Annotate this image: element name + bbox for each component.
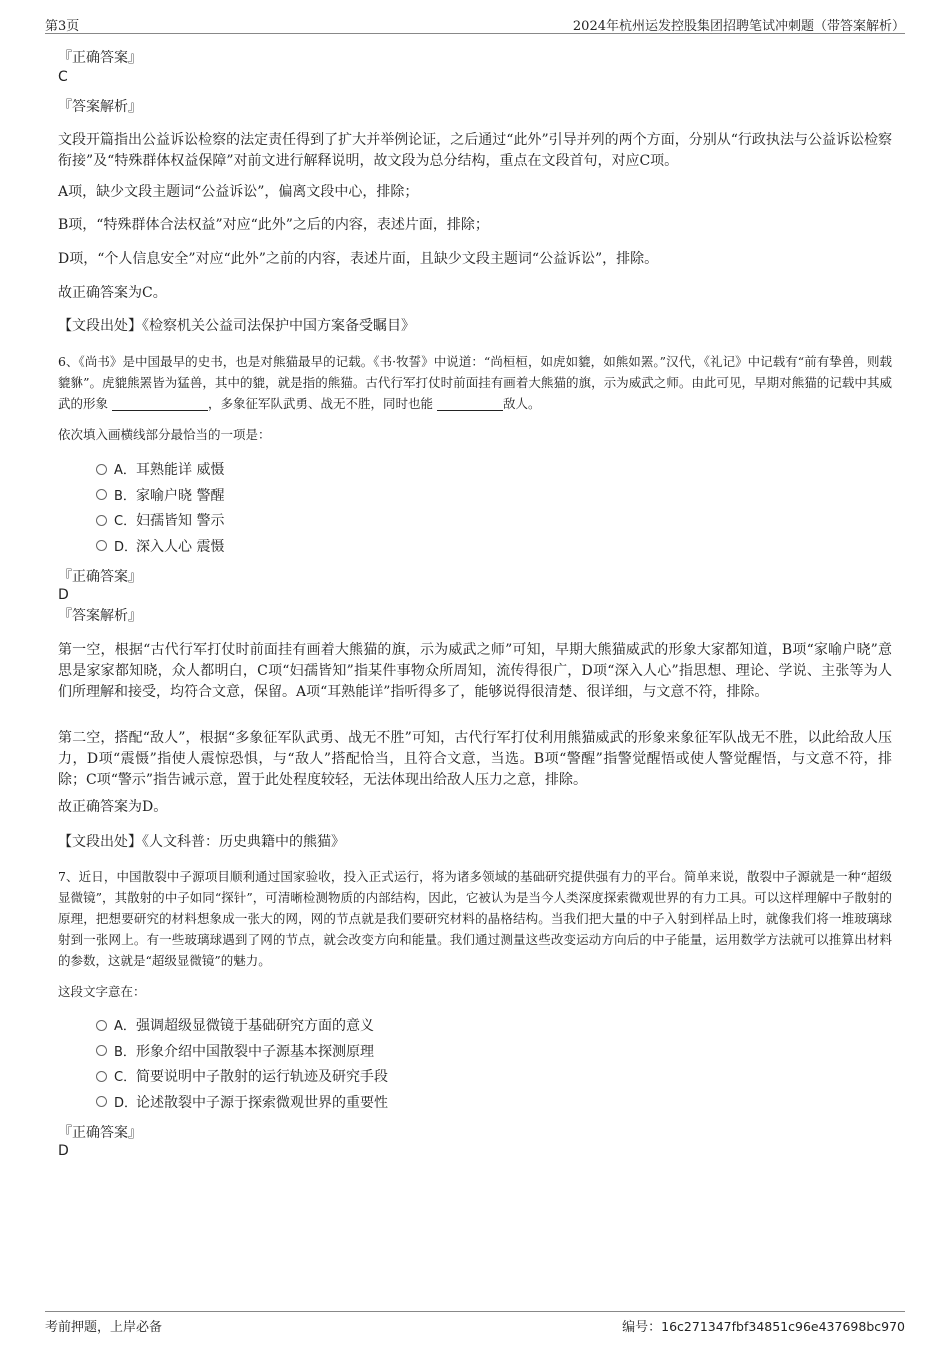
q5-source: 【文段出处】《检察机关公益司法保护中国方案备受瞩目》 bbox=[58, 318, 415, 334]
q5-analysis-paragraph: D项，“个人信息安全”对应“此外”之前的内容，表述片面，且缺少文段主题词“公益诉讼”，排除。 bbox=[58, 251, 659, 267]
q7-options bbox=[96, 1014, 696, 1116]
fill-blank-1 bbox=[112, 396, 208, 411]
page-footer bbox=[45, 1311, 905, 1337]
radio-icon[interactable] bbox=[96, 515, 107, 526]
radio-icon[interactable] bbox=[96, 1045, 107, 1056]
option-d[interactable]: D．论述散裂中子源于探索微观世界的重要性 bbox=[96, 1091, 696, 1117]
option-c[interactable]: C．妇孺皆知 警示 bbox=[96, 509, 696, 535]
radio-icon[interactable] bbox=[96, 489, 107, 500]
q6-analysis-heading: 『答案解析』 bbox=[58, 608, 142, 624]
q6-answer: D bbox=[58, 587, 69, 603]
q6-options bbox=[96, 458, 696, 560]
q6-prompt: 依次填入画横线部分最恰当的一项是： bbox=[58, 427, 271, 442]
q6-analysis-paragraph: 第一空，根据“古代行军打仗时前面挂有画着大熊猫的旗，示为威武之师”可知，早期大熊猫威武的形象大家都知道，B项“家喻户晓”意思是家家都知晓，众人都明白，C项“妇孺皆知”指某件事物众所周知，流传得很广，D项“深入人心”指思想、理论、学说、主张等为人们所理解和接受，均符合文意，保留。A项“耳熟能详”指听得多了，能够说得很清楚、很详细，与文意不符，排除。 bbox=[58, 642, 892, 700]
q5-analysis-paragraph: 文段开篇指出公益诉讼检察的法定责任得到了扩大并举例论证，之后通过“此外”引导并列的两个方面，分别从“行政执法与公益诉讼检察衔接”及“特殊群体权益保障”对前文进行解释说明，故文段为总分结构，重点在文段首句，对应C项。 bbox=[58, 132, 892, 169]
option-a[interactable]: A．耳熟能详 威慑 bbox=[96, 458, 696, 484]
page-header bbox=[45, 13, 905, 34]
q5-answer: C bbox=[58, 69, 68, 85]
q7-prompt: 这段文字意在： bbox=[58, 984, 146, 999]
q7-answer-heading: 『正确答案』 bbox=[58, 1125, 142, 1141]
radio-icon[interactable] bbox=[96, 1096, 107, 1107]
radio-icon[interactable] bbox=[96, 1020, 107, 1031]
option-b[interactable]: B．家喻户晓 警醒 bbox=[96, 484, 696, 510]
q5-analysis-heading: 『答案解析』 bbox=[58, 99, 142, 115]
q6-conclusion: 故正确答案为D。 bbox=[58, 799, 168, 815]
document-code: 编号：16c271347fbf34851c96e437698bc970 bbox=[622, 1319, 905, 1335]
radio-icon[interactable] bbox=[96, 540, 107, 551]
radio-icon[interactable] bbox=[96, 1071, 107, 1082]
page-number: 第3页 bbox=[45, 19, 80, 34]
q7-answer: D bbox=[58, 1143, 69, 1159]
q5-analysis-paragraph: A项，缺少文段主题词“公益诉讼”，偏离文段中心，排除； bbox=[58, 184, 419, 200]
option-c[interactable]: C．简要说明中子散射的运行轨迹及研究手段 bbox=[96, 1065, 696, 1091]
footer-slogan: 考前押题，上岸必备 bbox=[45, 1320, 163, 1335]
q6-stem: 6、《尚书》是中国最早的史书，也是对熊猫最早的记载。《书·牧誓》中说道：“尚桓桓，如虎如貔，如熊如罴。”汉代，《礼记》中记载有“前有挚兽，则载貔貅”。虎貔熊罴皆为猛兽，其中的貔，就是指的熊猫。古代行军打仗时前面挂有画着大熊猫的旗，示为威武之师。由此可见，早期对熊猫的记载中其威武的形象 ，多象征军队武勇、战无不胜，同时也能 敌人。 bbox=[58, 354, 892, 411]
q5-analysis-paragraph: B项，“特殊群体合法权益”对应“此外”之后的内容，表述片面，排除； bbox=[58, 217, 489, 233]
q5-answer-heading: 『正确答案』 bbox=[58, 50, 142, 66]
option-b[interactable]: B．形象介绍中国散裂中子源基本探测原理 bbox=[96, 1040, 696, 1066]
document-title: 2024年杭州运发控股集团招聘笔试冲刺题（带答案解析） bbox=[572, 19, 905, 34]
q6-analysis-paragraph: 第二空，搭配“敌人”，根据“多象征军队武勇、战无不胜”可知，古代行军打仗利用熊猫威武的形象来象征军队战无不胜，以此给敌人压力，D项“震慑”指使人震惊恐惧，与“敌人”搭配恰当，且符合文意，当选。B项“警醒”指警觉醒悟或使人警觉醒悟，与文意不符，排除；C项“警示”指告诫示意，置于此处程度较轻，无法体现出给敌人压力之意，排除。 bbox=[58, 730, 892, 788]
q5-conclusion: 故正确答案为C。 bbox=[58, 285, 167, 301]
option-a[interactable]: A．强调超级显微镜于基础研究方面的意义 bbox=[96, 1014, 696, 1040]
fill-blank-2 bbox=[437, 396, 503, 411]
option-d[interactable]: D．深入人心 震慑 bbox=[96, 535, 696, 561]
q6-source: 【文段出处】《人文科普：历史典籍中的熊猫》 bbox=[58, 834, 345, 850]
q6-answer-heading: 『正确答案』 bbox=[58, 569, 142, 585]
q7-stem: 7、近日，中国散裂中子源项目顺利通过国家验收，投入正式运行，将为诸多领域的基础研究提供强有力的平台。简单来说，散裂中子源就是一种“超级显微镜”，其散射的中子如同“探针”，可清晰检测物质的内部结构，因此，它被认为是当今人类深度探索微观世界的有力工具。可以这样理解中子散射的原理，把想要研究的材料想象成一张大的网，网的节点就是我们要研究材料的晶格结构。当我们把大量的中子入射到样品上时，就像我们将一堆玻璃球射到一张网上。有一些玻璃球遇到了网的节点，就会改变方向和能量。我们通过测量这些改变运动方向后的中子能量，运用数学方法就可以推算出材料的参数，这就是“超级显微镜”的魅力。 bbox=[58, 869, 892, 968]
radio-icon[interactable] bbox=[96, 464, 107, 475]
